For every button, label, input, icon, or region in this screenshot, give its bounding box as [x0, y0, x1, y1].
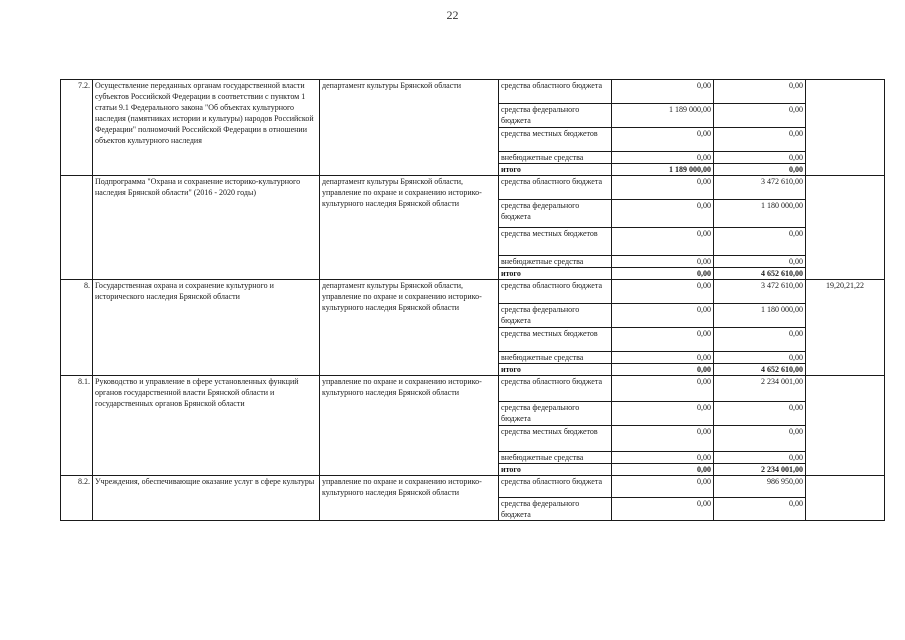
source-label: средства федерального бюджета — [499, 498, 612, 521]
total-amount: 4 652 610,00 — [714, 268, 806, 280]
activity-name: Государственная охрана и сохранение культурного и исторического наследия Брянской области — [93, 280, 320, 376]
amount-cell: 0,00 — [612, 352, 714, 364]
amount-cell: 3 472 610,00 — [714, 280, 806, 304]
row-number — [61, 176, 93, 280]
source-label: средства областного бюджета — [499, 376, 612, 402]
row-number: 7.2. — [61, 80, 93, 176]
table-row — [61, 280, 885, 304]
source-label: средства местных бюджетов — [499, 426, 612, 452]
source-label: средства федерального бюджета — [499, 200, 612, 228]
source-label: средства местных бюджетов — [499, 228, 612, 256]
total-amount: 1 189 000,00 — [612, 164, 714, 176]
source-label: средства областного бюджета — [499, 280, 612, 304]
amount-cell: 1 180 000,00 — [714, 304, 806, 328]
total-amount: 0,00 — [714, 164, 806, 176]
amount-cell: 0,00 — [612, 280, 714, 304]
indicator-codes — [806, 476, 885, 521]
amount-cell: 0,00 — [612, 328, 714, 352]
source-label: средства областного бюджета — [499, 80, 612, 104]
amount-cell: 0,00 — [714, 128, 806, 152]
amount-cell: 0,00 — [612, 176, 714, 200]
source-label: внебюджетные средства — [499, 452, 612, 464]
source-label: средства федерального бюджета — [499, 304, 612, 328]
total-amount: 0,00 — [612, 464, 714, 476]
amount-cell: 0,00 — [714, 328, 806, 352]
executor: департамент культуры Брянской области, управление по охране и сохранению историко-культурного наследия Брянской области — [320, 280, 499, 376]
amount-cell: 1 180 000,00 — [714, 200, 806, 228]
amount-cell: 0,00 — [612, 402, 714, 426]
page-number: 22 — [446, 8, 459, 22]
amount-cell: 0,00 — [714, 402, 806, 426]
table-row — [61, 476, 885, 498]
total-label: итого — [499, 464, 612, 476]
executor: департамент культуры Брянской области — [320, 80, 499, 176]
source-label: средства федерального бюджета — [499, 402, 612, 426]
amount-cell: 0,00 — [612, 256, 714, 268]
amount-cell: 0,00 — [612, 152, 714, 164]
executor: департамент культуры Брянской области, управление по охране и сохранению историко-культурного наследия Брянской области — [320, 176, 499, 280]
amount-cell: 3 472 610,00 — [714, 176, 806, 200]
indicator-codes: 19,20,21,22 — [806, 280, 885, 376]
amount-cell: 0,00 — [612, 426, 714, 452]
activity-name: Осуществление переданных органам государственной власти субъектов Российской Федерации в соответствии с пунктом 1 статьи 9.1 Федерального закона "Об объектах культурного наследия (памятниках истории и культуры) народов Российской Федерации" полномочий Российской Федерации в отношении объектов культурного наследия — [93, 80, 320, 176]
amount-cell: 0,00 — [612, 476, 714, 498]
source-label: средства областного бюджета — [499, 476, 612, 498]
amount-cell: 0,00 — [612, 80, 714, 104]
amount-cell: 0,00 — [612, 128, 714, 152]
amount-cell: 0,00 — [612, 452, 714, 464]
budget-table — [60, 79, 885, 521]
amount-cell: 0,00 — [714, 152, 806, 164]
indicator-codes — [806, 376, 885, 476]
amount-cell: 0,00 — [714, 352, 806, 364]
source-label: внебюджетные средства — [499, 352, 612, 364]
activity-name: Подпрограмма "Охрана и сохранение историко-культурного наследия Брянской области" (2016 - 2020 годы) — [93, 176, 320, 280]
amount-cell: 0,00 — [714, 104, 806, 128]
amount-cell: 0,00 — [714, 228, 806, 256]
amount-cell: 0,00 — [612, 376, 714, 402]
amount-cell: 0,00 — [612, 304, 714, 328]
amount-cell: 0,00 — [714, 80, 806, 104]
amount-cell: 0,00 — [612, 498, 714, 521]
table-row — [61, 80, 885, 104]
executor: управление по охране и сохранению историко-культурного наследия Брянской области — [320, 376, 499, 476]
total-amount: 4 652 610,00 — [714, 364, 806, 376]
total-label: итого — [499, 164, 612, 176]
amount-cell: 0,00 — [714, 426, 806, 452]
source-label: средства областного бюджета — [499, 176, 612, 200]
activity-name: Учреждения, обеспечивающие оказание услуг в сфере культуры — [93, 476, 320, 521]
row-number: 8.2. — [61, 476, 93, 521]
source-label: средства федерального бюджета — [499, 104, 612, 128]
total-amount: 0,00 — [612, 364, 714, 376]
total-label: итого — [499, 364, 612, 376]
table-row — [61, 176, 885, 200]
total-amount: 2 234 001,00 — [714, 464, 806, 476]
row-number: 8. — [61, 280, 93, 376]
source-label: внебюджетные средства — [499, 256, 612, 268]
amount-cell: 0,00 — [714, 452, 806, 464]
amount-cell: 0,00 — [612, 200, 714, 228]
amount-cell: 1 189 000,00 — [612, 104, 714, 128]
source-label: средства местных бюджетов — [499, 328, 612, 352]
total-amount: 0,00 — [612, 268, 714, 280]
total-label: итого — [499, 268, 612, 280]
source-label: внебюджетные средства — [499, 152, 612, 164]
table-row — [61, 376, 885, 402]
source-label: средства местных бюджетов — [499, 128, 612, 152]
amount-cell: 0,00 — [612, 228, 714, 256]
indicator-codes — [806, 176, 885, 280]
amount-cell: 986 950,00 — [714, 476, 806, 498]
amount-cell: 2 234 001,00 — [714, 376, 806, 402]
row-number: 8.1. — [61, 376, 93, 476]
amount-cell: 0,00 — [714, 256, 806, 268]
indicator-codes — [806, 80, 885, 176]
executor: управление по охране и сохранению историко-культурного наследия Брянской области — [320, 476, 499, 521]
activity-name: Руководство и управление в сфере установленных функций органов государственной власти Брянской области и государственных органов Брянской области — [93, 376, 320, 476]
amount-cell: 0,00 — [714, 498, 806, 521]
